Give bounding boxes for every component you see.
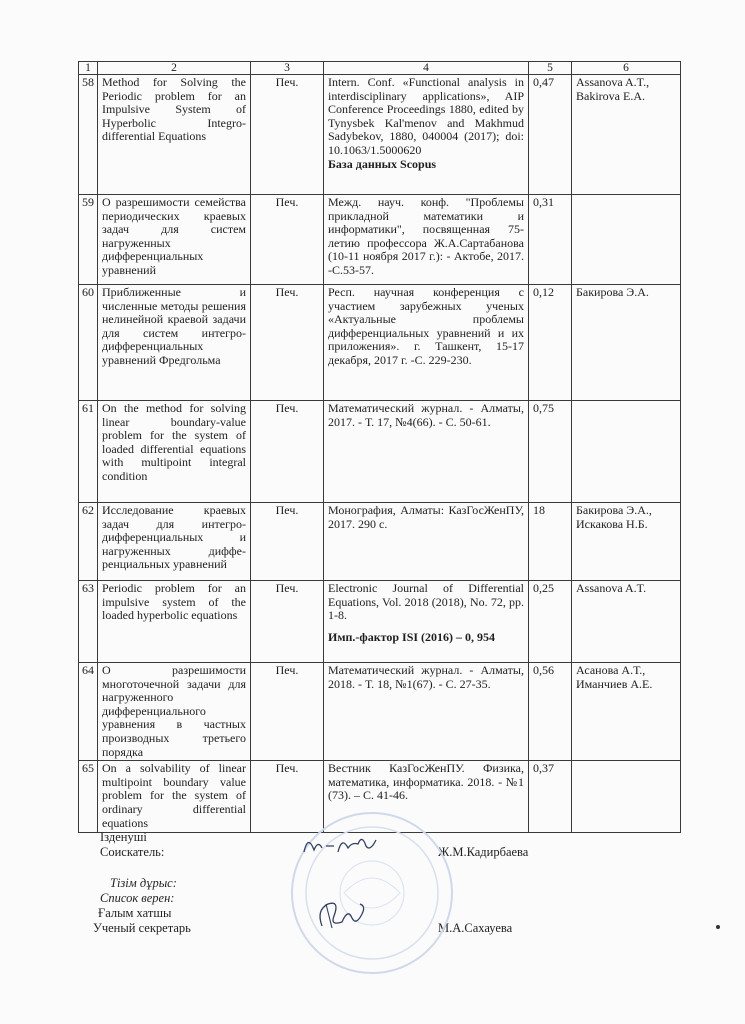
coauthors	[572, 401, 681, 503]
coauthors	[572, 581, 681, 663]
row-number-text: 61	[82, 401, 94, 415]
row-number	[79, 285, 98, 401]
coauthors	[572, 761, 681, 833]
row-number-text: 58	[82, 75, 94, 89]
applicant-label-kz: Ізденуші	[100, 830, 147, 844]
publication-form-text: Печ.	[275, 75, 299, 89]
publication-source	[324, 581, 529, 663]
publication-source-text: Монография, Алматы: КазГосЖенПУ, 2017. 290 с.	[328, 503, 524, 531]
publication-source	[324, 401, 529, 503]
coauthors-text: Assanova A.T.	[576, 581, 647, 595]
publication-form-text: Печ.	[275, 581, 299, 595]
coauthors	[572, 285, 681, 401]
publication-form-text: Печ.	[275, 195, 299, 209]
row-number	[79, 401, 98, 503]
ink-dot	[716, 925, 720, 929]
coauthors-text: Бакирова Э.А.	[576, 285, 649, 299]
applicant-signature	[300, 830, 380, 860]
coauthors	[572, 663, 681, 761]
row-number-text: 62	[82, 503, 94, 517]
publication-form-text: Печ.	[275, 663, 299, 677]
publication-volume-text: 18	[533, 503, 545, 517]
publications-table	[78, 61, 681, 833]
header-cell: 5	[529, 62, 572, 75]
publication-source-text: Intern. Conf. «Functional analysis in interdisciplinary applications», AIP Conference Proceedings 1880, edited by Tynysbek Kal'menov and Makhmud Sadybekov, 1880, 040004 (2017); doi: 10.1063/1.5000620	[328, 75, 524, 157]
publication-title-text: Method for Solving the Periodic problem for an Impulsive System of Hyperbolic Integro-differential Equations	[102, 75, 246, 144]
publication-title-text: Исследование краевых задач для интегро-дифференциальных и нагруженных диффе-ренциальных уравнений	[102, 503, 246, 572]
row-number	[79, 503, 98, 581]
publication-volume	[529, 195, 572, 285]
coauthors-text: Асанова А.Т., Иманчиев А.Е.	[576, 663, 653, 691]
publication-form-text: Печ.	[275, 285, 299, 299]
table-header-row	[79, 62, 681, 75]
header-cell: 6	[572, 62, 681, 75]
index-note: База данных Scopus	[328, 156, 437, 171]
publication-volume	[529, 581, 572, 663]
publication-volume-text: 0,56	[533, 663, 554, 677]
publication-title	[98, 503, 251, 581]
publication-form	[251, 285, 324, 401]
publication-source	[324, 75, 529, 195]
publication-form-text: Печ.	[275, 503, 299, 517]
publication-form-text: Печ.	[275, 401, 299, 415]
publication-volume	[529, 761, 572, 833]
publication-volume-text: 0,37	[533, 761, 554, 776]
table-row	[79, 581, 681, 663]
row-number	[79, 75, 98, 195]
table-row	[79, 195, 681, 285]
publication-form	[251, 401, 324, 503]
publication-volume	[529, 663, 572, 761]
secretary-label-kz: Ғалым хатшы	[98, 906, 172, 920]
row-number	[79, 663, 98, 761]
table-row	[79, 663, 681, 761]
publication-title-text: О разрешимости семейства периодических краевых задач для систем нагруженных дифференциальных уравнений	[102, 195, 246, 277]
applicant-name: Ж.М.Кадирбаева	[438, 845, 529, 859]
publication-volume-text: 0,25	[533, 581, 554, 595]
publication-form	[251, 581, 324, 663]
coauthors	[572, 75, 681, 195]
publication-source-text: Межд. науч. конф. "Проблемы прикладной математики и информатики", посвященная 75-летию профессора Ж.А.Сартабанова (10-11 ноября 2017 г.): - Актобе, 2017. -С.53-57.	[328, 195, 524, 277]
publication-title	[98, 761, 251, 833]
coauthors-text: Assanova A.T., Bakirova E.A.	[576, 75, 650, 103]
publication-title	[98, 195, 251, 285]
publication-title-text: On the method for solving linear boundary-value problem for the system of loaded differential equations with multipoint integral condition	[102, 401, 246, 483]
publication-volume-text: 0,31	[533, 195, 554, 209]
header-cell: 1	[79, 62, 98, 75]
publication-title-text: Приближенные и численные методы решения нелинейной краевой задачи для систем интегро-дифференциальных уравнений Фредгольма	[102, 285, 246, 367]
publication-volume	[529, 285, 572, 401]
publication-volume	[529, 503, 572, 581]
row-number	[79, 195, 98, 285]
row-number	[79, 761, 98, 833]
header-cell: 4	[324, 62, 529, 75]
publication-source	[324, 503, 529, 581]
secretary-signature	[312, 896, 372, 932]
table-row	[79, 401, 681, 503]
row-number-text: 59	[82, 195, 94, 209]
coauthors	[572, 503, 681, 581]
publication-source	[324, 285, 529, 401]
publication-volume	[529, 401, 572, 503]
publication-volume-text: 0,47	[533, 75, 554, 89]
secretary-name: М.А.Сахауева	[438, 921, 513, 935]
certified-label-ru: Список верен:	[100, 891, 175, 905]
publication-source-text: Респ. научная конференция с участием зарубежных ученых «Актуальные проблемы дифференциальных уравнений и их приложения». г. Ташкент, 15-17 декабря, 2017 г. -С. 229-230.	[328, 285, 524, 367]
publication-title	[98, 581, 251, 663]
publication-title	[98, 285, 251, 401]
secretary-label-ru: Ученый секретарь	[93, 921, 191, 935]
publication-title-text: О разрешимости многоточечной задачи для нагруженного дифференциального уравнения в частных производных третьего порядка	[102, 663, 246, 759]
publication-volume	[529, 75, 572, 195]
publication-form	[251, 503, 324, 581]
publication-volume-text: 0,12	[533, 285, 554, 299]
coauthors	[572, 195, 681, 285]
coauthors-text: Бакирова Э.А., Искакова Н.Б.	[576, 503, 652, 531]
publication-source-text: Вестник КазГосЖенПУ. Физика, математика, информатика. 2018. - №1 (73). – С. 41-46.	[328, 761, 524, 803]
applicant-label-ru: Соискатель:	[100, 845, 165, 859]
publication-source	[324, 663, 529, 761]
table-row	[79, 285, 681, 401]
row-number-text: 65	[82, 761, 94, 776]
table-row	[79, 503, 681, 581]
publication-volume-text: 0,75	[533, 401, 554, 415]
header-cell: 2	[98, 62, 251, 75]
publication-form	[251, 75, 324, 195]
publication-title	[98, 401, 251, 503]
row-number	[79, 581, 98, 663]
certified-label-kz: Тізім дұрыс:	[110, 876, 177, 890]
publication-source-text: Математический журнал. - Алматы, 2017. - Т. 17, №4(66). - С. 50-61.	[328, 401, 524, 429]
publication-form-text: Печ.	[275, 761, 299, 776]
publication-title-text: Periodic problem for an impulsive system of the loaded hyperbolic equations	[102, 581, 246, 623]
publication-title	[98, 663, 251, 761]
publication-title	[98, 75, 251, 195]
publication-source	[324, 195, 529, 285]
row-number-text: 64	[82, 663, 94, 677]
publication-form	[251, 663, 324, 761]
row-number-text: 60	[82, 285, 94, 299]
publication-source-text: Математический журнал. - Алматы, 2018. - Т. 18, №1(67). - С. 27-35.	[328, 663, 524, 691]
table-row	[79, 75, 681, 195]
publication-source-text: Electronic Journal of Differential Equations, Vol. 2018 (2018), No. 72, pp. 1-8.	[328, 581, 524, 623]
publication-title-text: On a solvability of linear multipoint boundary value problem for the system of ordinary differential equations	[102, 761, 246, 830]
header-cell: 3	[251, 62, 324, 75]
index-note: Имп.-фактор ISI (2016) – 0, 954	[328, 629, 496, 644]
row-number-text: 63	[82, 581, 94, 595]
publication-form	[251, 195, 324, 285]
